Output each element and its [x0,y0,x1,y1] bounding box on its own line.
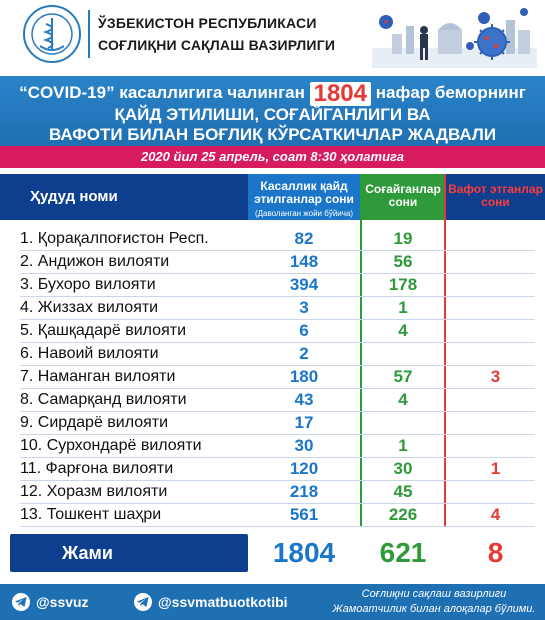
region-name: 2. Андижон вилояти [20,253,170,270]
header-deaths-label: Вафот этганлар сони [448,182,543,209]
region-name: 10. Сурхондарё вилояти [20,437,202,454]
table-row [0,504,545,527]
deaths-value: 3 [490,367,501,386]
date-band: 2020 йил 25 апрель, соат 8:30 ҳолатига [0,146,545,168]
recovered-value: 1 [398,298,408,317]
footer [0,584,545,620]
region-name: 3. Бухоро вилояти [20,276,156,293]
ministry-line1: ЎЗБЕКИСТОН РЕСПУБЛИКАСИ [98,15,317,31]
registered-value: 120 [289,459,319,478]
recovered-value: 19 [393,229,413,248]
region-name: 8. Самарқанд вилояти [20,391,187,408]
header-recovered-label: Соғайганлар сони [365,182,441,209]
telegram-icon[interactable] [134,593,152,611]
telegram-icon[interactable] [12,593,30,611]
total-label: Жами [10,534,248,572]
registered-value: 180 [289,367,319,386]
table-row [0,389,545,412]
registered-value: 6 [299,321,309,340]
total-registered: 1804 [272,537,336,568]
footer-ministry: Соғлиқни сақлаш вазирлиги [361,588,507,600]
deaths-value: 1 [490,459,501,478]
recovered-value: 226 [388,505,418,524]
registered-value: 561 [289,505,319,524]
region-name: 7. Наманган вилояти [20,368,176,385]
registered-value: 218 [289,482,319,501]
header-recovered [362,174,444,220]
registered-value: 2 [299,344,309,363]
ministry-line2: СОҒЛИҚНИ САҚЛАШ ВАЗИРЛИГИ [98,37,336,53]
recovered-value: 57 [393,367,413,386]
table-row [0,320,545,343]
title-line2: ҚАЙД ЭТИЛИШИ, СОҒАЙГАНЛИГИ ВА [114,105,431,124]
registered-value: 17 [294,413,314,432]
telegram-handle-ssvmatbuotkotibi[interactable]: @ssvmatbuotkotibi [158,594,288,610]
header [0,0,545,72]
table-row [0,343,545,366]
header-divider [88,10,90,58]
region-name: 6. Навоий вилояти [20,345,159,362]
region-name: 5. Қашқадарё вилояти [20,322,186,339]
registered-value: 82 [294,229,314,248]
total-deaths: 8 [487,537,504,568]
table-body [0,228,545,527]
total-recovered: 621 [379,537,427,568]
registered-value: 148 [289,252,319,271]
title-band [0,76,545,146]
recovered-value: 4 [398,321,408,340]
row-divider [20,526,535,527]
ministry-name [98,15,335,53]
registered-value: 43 [294,390,314,409]
recovered-value: 30 [393,459,413,478]
table-row [0,228,545,251]
title-line1 [0,82,545,106]
region-name: 1. Қорақалпоғистон Респ. [20,230,209,247]
header-registered-label: Касаллик қайд этилганлар сони [254,179,354,206]
region-name: 13. Тошкент шаҳри [20,506,162,523]
title-line1-post: нафар беморнинг [375,83,526,102]
table-row [0,481,545,504]
region-name: 11. Фарғона вилояти [20,460,174,477]
header-registered-note: (Даволанган жойи бўйича) [254,209,354,218]
table-row [0,251,545,274]
deaths-value: 4 [490,505,501,524]
ministry-emblem-icon [22,4,82,64]
table-row [0,274,545,297]
telegram-handle-ssvuz[interactable]: @ssvuz [36,594,89,610]
title-line3: ВАФОТИ БИЛАН БОҒЛИҚ КЎРСАТКИЧЛАР ЖАДВАЛИ [48,125,497,144]
table-row [0,366,545,389]
header-region: Ҳудуд номи [30,188,118,205]
recovered-value: 1 [398,436,408,455]
table-header [0,174,545,220]
table-row [0,297,545,320]
registered-value: 3 [299,298,309,317]
region-name: 9. Сирдарё вилояти [20,414,169,431]
registered-value: 394 [289,275,319,294]
header-deaths [446,174,545,220]
recovered-value: 4 [398,390,408,409]
footer-department [329,587,539,617]
recovered-value: 56 [393,252,413,271]
table-row [0,435,545,458]
footer-pr-department: Жамоатчилик билан алоқалар бўлими. [332,603,536,615]
table-row [0,458,545,481]
region-name: 12. Хоразм вилояти [20,483,168,500]
coronavirus-illustration-icon [372,4,537,68]
region-name: 4. Жиззах вилояти [20,299,159,316]
title-line1-pre: “COVID-19” касаллигига чалинган [19,83,305,102]
registered-value: 30 [294,436,314,455]
recovered-value: 178 [388,275,418,294]
recovered-value: 45 [393,482,413,501]
table-row [0,412,545,435]
title-case-count: 1804 [310,82,371,106]
header-registered [248,174,360,220]
